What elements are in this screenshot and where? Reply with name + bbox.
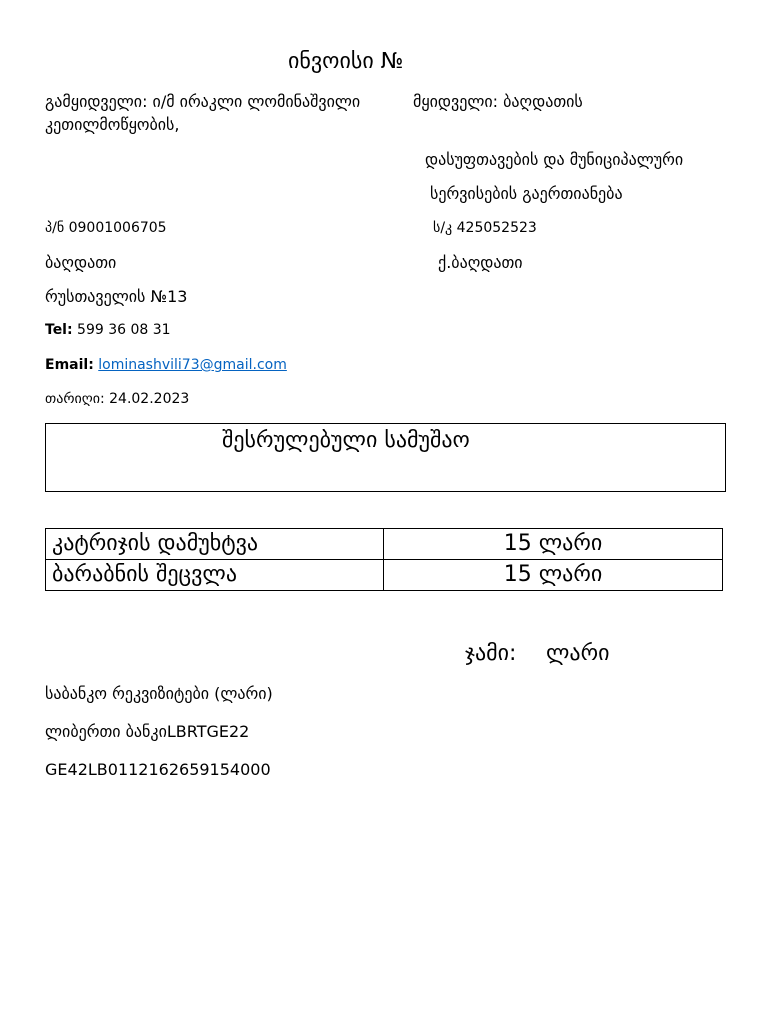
email-link[interactable]: lominashvili73@gmail.com <box>98 357 287 373</box>
tel-value: 599 36 08 31 <box>77 322 171 338</box>
seller-name-cont: კეთილმოწყობის, <box>45 115 180 134</box>
work-item-amount: 15 ლარი <box>384 529 723 560</box>
buyer-id: ს/კ 425052523 <box>433 220 537 236</box>
invoice-title: ინვოისი № <box>288 49 404 74</box>
work-section-box <box>45 423 726 492</box>
bank-heading: საბანკო რეკვიზიტები (ლარი) <box>45 684 273 703</box>
buyer-label: მყიდველი: ბაღდათის <box>413 92 583 111</box>
bank-name: ლიბერთი ბანკიLBRTGE22 <box>45 722 250 741</box>
work-section-title: შესრულებული სამუშაო <box>222 428 470 453</box>
buyer-name-line2: დასუფთავების და მუნიციპალური <box>425 150 684 169</box>
seller-id: პ/ნ 09001006705 <box>45 220 167 236</box>
total-currency: ლარი <box>546 641 610 666</box>
work-item-name: ბარაბნის შეცვლა <box>46 560 384 591</box>
seller-street: რუსთაველის №13 <box>45 287 188 306</box>
bank-iban: GE42LB0112162659154000 <box>45 760 271 779</box>
buyer-city: ქ.ბაღდათი <box>438 253 523 272</box>
seller-name: გამყიდველი: ი/მ ირაკლი ლომინაშვილი <box>45 92 361 111</box>
work-item-amount: 15 ლარი <box>384 560 723 591</box>
seller-city: ბაღდათი <box>45 253 117 272</box>
work-items-table <box>45 528 723 591</box>
email-label: Email: <box>45 357 94 373</box>
total-label: ჯამი: <box>465 641 517 666</box>
seller-phone <box>45 321 171 339</box>
table-row <box>46 560 723 591</box>
work-item-name: კატრიჯის დამუხტვა <box>46 529 384 560</box>
table-row <box>46 529 723 560</box>
invoice-date: თარიღი: 24.02.2023 <box>45 391 190 407</box>
seller-email <box>45 356 287 374</box>
tel-label: Tel: <box>45 322 73 338</box>
buyer-name-line3: სერვისების გაერთიანება <box>430 184 623 203</box>
